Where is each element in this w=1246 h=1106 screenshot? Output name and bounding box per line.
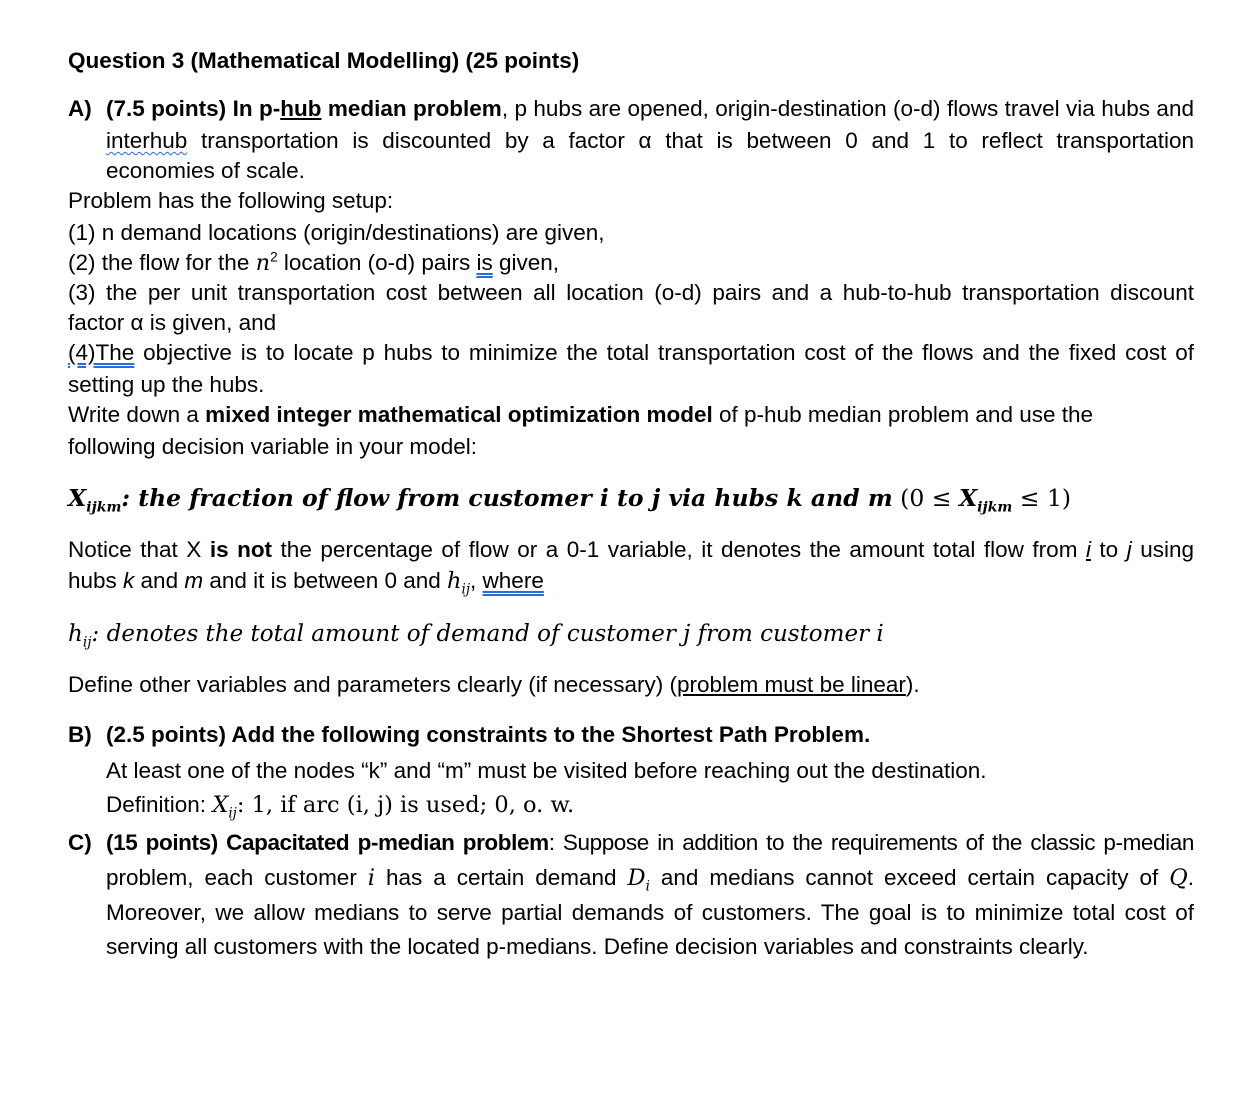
- setup-item-3-line-1: (3) the per unit transportation cost between all location (o-d) pairs and a hub-to-hub transportation discount: [68, 280, 1194, 305]
- setup-item-3-line-2: factor α is given, and: [68, 310, 277, 335]
- part-a-label: A): [68, 96, 92, 121]
- part-c-line-2: problem, each customer i has a certain demand $D_i$ and medians cannot exceed certain capacity of Q.: [106, 865, 1194, 895]
- part-b-definition: Definition: $X_{ij}$: 1, if arc (i, j) is used; 0, o. w.: [106, 792, 575, 822]
- part-c-line-1: (15 points) Capacitated p-median problem: Suppose in addition to the requirements of the classic p-median: [106, 830, 1194, 855]
- part-c-label: C): [68, 830, 92, 855]
- setup-heading: Problem has the following setup:: [68, 188, 394, 213]
- part-a-line-3: economies of scale.: [106, 158, 305, 183]
- write-down-line-2: following decision variable in your model:: [68, 434, 477, 459]
- setup-item-4-line-1: (4)The objective is to locate p hubs to minimize the total transportation cost of the flows and the fixed cost of: [68, 340, 1194, 365]
- part-b-line-1: At least one of the nodes “k” and “m” must be visited before reaching out the destination.: [106, 758, 987, 783]
- notice-line-1: Notice that X is not the percentage of flow or a 0-1 variable, it denotes the amount total flow from i to j using: [68, 537, 1194, 562]
- h-definition: $h_{ij}$: denotes the total amount of demand of customer j from customer i: [68, 621, 884, 651]
- setup-item-2: (2) the flow for the $n^2$ location (o-d) pairs is given,: [68, 249, 559, 276]
- decision-variable-definition: $X_{ijkm}$: the fraction of flow from customer i to j via hubs k and m $(0 \le X_{ijkm} \le 1)$: [68, 484, 1072, 516]
- notice-line-2: hubs k and m and it is between 0 and $h_{ij}$, where: [68, 568, 544, 598]
- part-c-line-3: Moreover, we allow medians to serve partial demands of customers. The goal is to minimize total cost of: [106, 900, 1194, 925]
- write-down-line-1: Write down a mixed integer mathematical optimization model of p-hub median problem and use the: [68, 402, 1094, 427]
- part-a-line-1: (7.5 points) In p-hub median problem, p hubs are opened, origin-destination (o-d) flows travel via hubs and: [106, 96, 1194, 121]
- part-c-line-4: serving all customers with the located p-medians. Define decision variables and constraints clearly.: [106, 934, 1089, 959]
- part-b-heading: (2.5 points) Add the following constraints to the Shortest Path Problem.: [106, 722, 871, 747]
- setup-item-1: (1) n demand locations (origin/destinations) are given,: [68, 220, 605, 245]
- part-b-label: B): [68, 722, 92, 747]
- part-a-line-2: interhub transportation is discounted by a factor α that is between 0 and 1 to reflect transportation: [106, 128, 1194, 153]
- setup-item-4-line-2: setting up the hubs.: [68, 372, 265, 397]
- question-title: Question 3 (Mathematical Modelling) (25 points): [68, 48, 580, 73]
- define-other-variables: Define other variables and parameters clearly (if necessary) (problem must be linear).: [68, 672, 920, 697]
